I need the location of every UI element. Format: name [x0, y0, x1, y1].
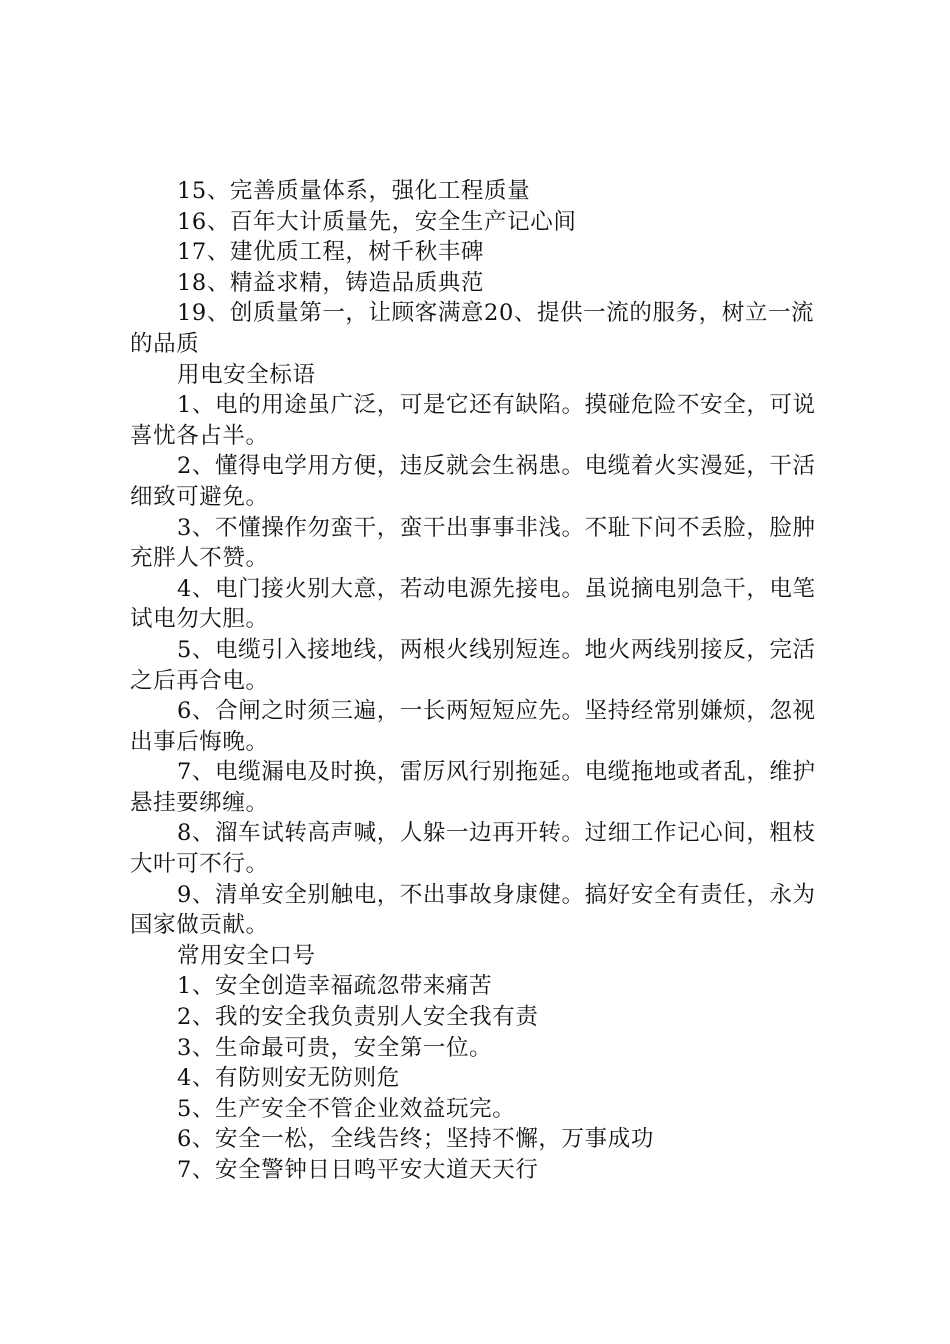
paragraph-quality-18: 18、精益求精，铸造品质典范 [177, 269, 485, 296]
paragraph-electric-5: 5、电缆引入接地线，两根火线别短连。地火两线别接反，完活之后再合电。 [130, 636, 816, 694]
paragraph-slogan-6: 6、安全一松，全线告终；坚持不懈，万事成功 [177, 1126, 654, 1153]
paragraph-slogan-2: 2、我的安全我负责别人安全我有责 [177, 1004, 539, 1031]
paragraph-electric-4: 4、电门接火别大意，若动电源先接电。虽说摘电别急干，电笔试电勿大胆。 [130, 575, 816, 633]
section-heading-safety-slogans: 常用安全口号 [177, 942, 316, 969]
paragraph-electric-8: 8、溜车试转高声喊，人躲一边再开转。过细工作记心间，粗枝大叶可不行。 [130, 820, 816, 878]
section-heading-electric-safety: 用电安全标语 [177, 361, 316, 388]
paragraph-slogan-4: 4、有防则安无防则危 [177, 1065, 400, 1092]
paragraph-slogan-5: 5、生产安全不管企业效益玩完。 [177, 1095, 516, 1122]
paragraph-slogan-1: 1、安全创造幸福疏忽带来痛苦 [177, 973, 493, 1000]
paragraph-electric-9: 9、清单安全别触电，不出事故身康健。搞好安全有责任，永为国家做贡献。 [130, 881, 816, 939]
paragraph-slogan-3: 3、生命最可贵，安全第一位。 [177, 1034, 493, 1061]
paragraph-quality-16: 16、百年大计质量先，安全生产记心间 [177, 208, 577, 235]
document-body [130, 176, 830, 1186]
paragraph-electric-6: 6、合闸之时须三遍，一长两短短应先。坚持经常别嫌烦，忽视出事后悔晚。 [130, 698, 816, 755]
paragraph-electric-7: 7、电缆漏电及时换，雷厉风行别拖延。电缆拖地或者乱，维护悬挂要绑缠。 [130, 759, 816, 816]
paragraph-quality-15: 15、完善质量体系，强化工程质量 [177, 178, 531, 204]
paragraph-electric-3: 3、不懂操作勿蛮干，蛮干出事事非浅。不耻下问不丢脸，脸肿充胖人不赞。 [130, 514, 816, 572]
paragraph-quality-19-20: 19、创质量第一，让顾客满意20、提供一流的服务，树立一流的品质 [130, 300, 815, 357]
paragraph-slogan-7: 7、安全警钟日日鸣平安大道天天行 [177, 1157, 539, 1183]
paragraph-quality-17: 17、建优质工程，树千秋丰碑 [177, 239, 485, 266]
paragraph-electric-1: 1、电的用途虽广泛，可是它还有缺陷。摸碰危险不安全，可说喜忧各占半。 [130, 392, 816, 449]
paragraph-electric-2: 2、懂得电学用方便，违反就会生祸患。电缆着火实漫延，干活细致可避免。 [130, 453, 816, 510]
